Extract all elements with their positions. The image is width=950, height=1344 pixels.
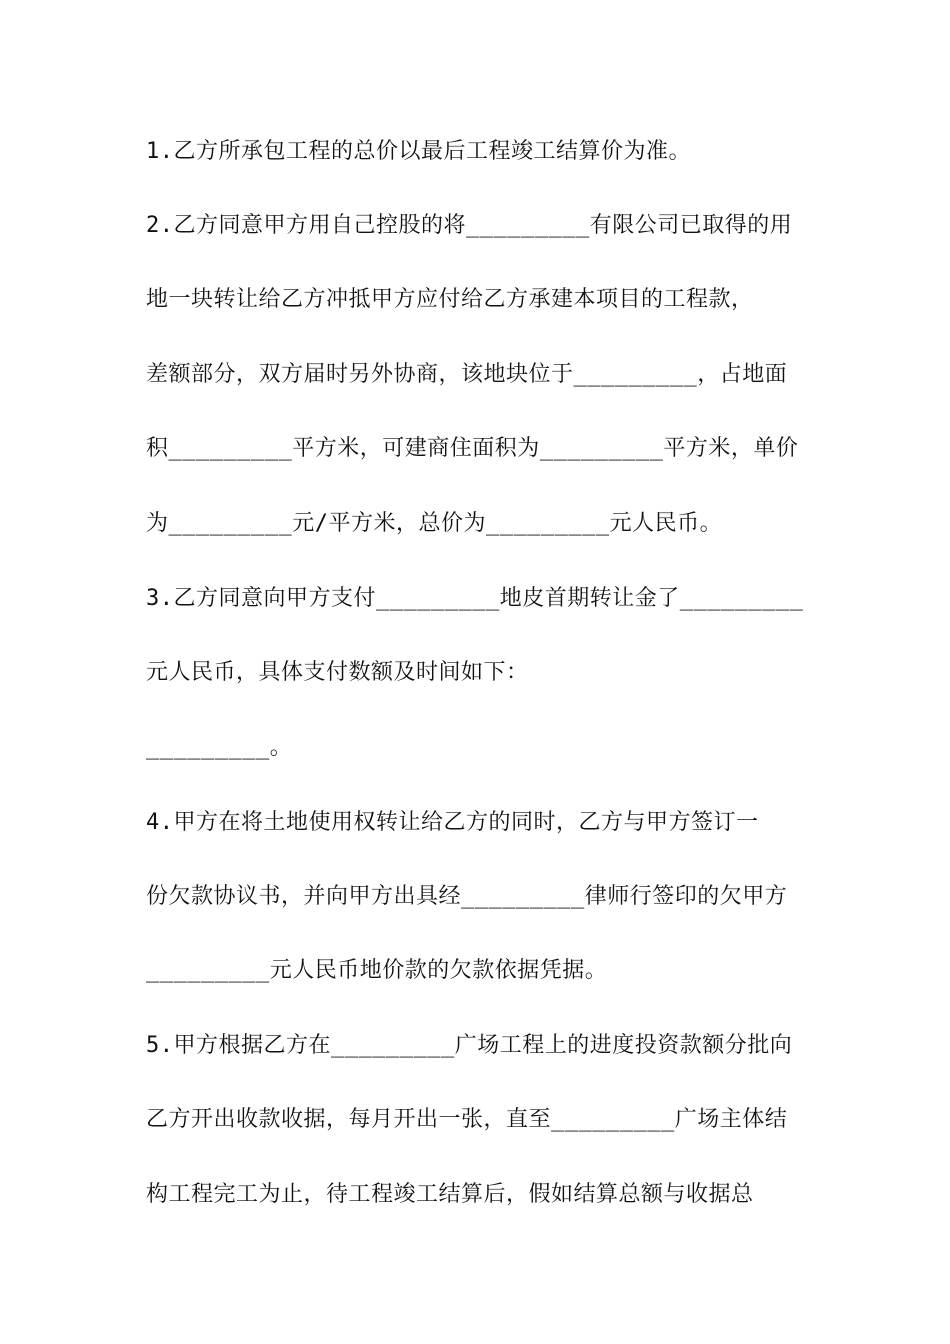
text-line: 为_________元/平方米，总价为_________元人民币。 — [146, 511, 723, 536]
text-line: 3.乙方同意向甲方支付_________地皮首期转让金了_________ — [146, 586, 804, 611]
text-line: 差额部分，双方届时另外协商，该地块位于_________，占地面 — [146, 362, 788, 387]
text-line: 积_________平方米，可建商住面积为_________平方米，单价 — [146, 436, 799, 461]
text-line: 份欠款协议书，并向甲方出具经_________律师行签印的欠甲方 — [146, 884, 788, 909]
text-line: 地一块转让给乙方冲抵甲方应付给乙方承建本项目的工程款， — [146, 287, 754, 312]
text-line: _________元人民币地价款的欠款依据凭据。 — [146, 958, 608, 983]
text-line: 1.乙方所承包工程的总价以最后工程竣工结算价为准。 — [146, 139, 691, 164]
text-line: 构工程完工为止，待工程竣工结算后，假如结算总额与收据总 — [146, 1182, 754, 1207]
text-line: 5.甲方根据乙方在_________广场工程上的进度投资款额分批向 — [146, 1033, 793, 1058]
text-line: 乙方开出收款收据，每月开出一张，直至_________广场主体结 — [146, 1107, 788, 1132]
text-line: 元人民币，具体支付数额及时间如下： — [146, 660, 529, 685]
text-line: 4.甲方在将土地使用权转让给乙方的同时，乙方与甲方签订一 — [146, 810, 759, 835]
text-line: _________。 — [146, 735, 293, 760]
text-line: 2.乙方同意甲方用自己控股的将_________有限公司已取得的用 — [146, 213, 793, 238]
